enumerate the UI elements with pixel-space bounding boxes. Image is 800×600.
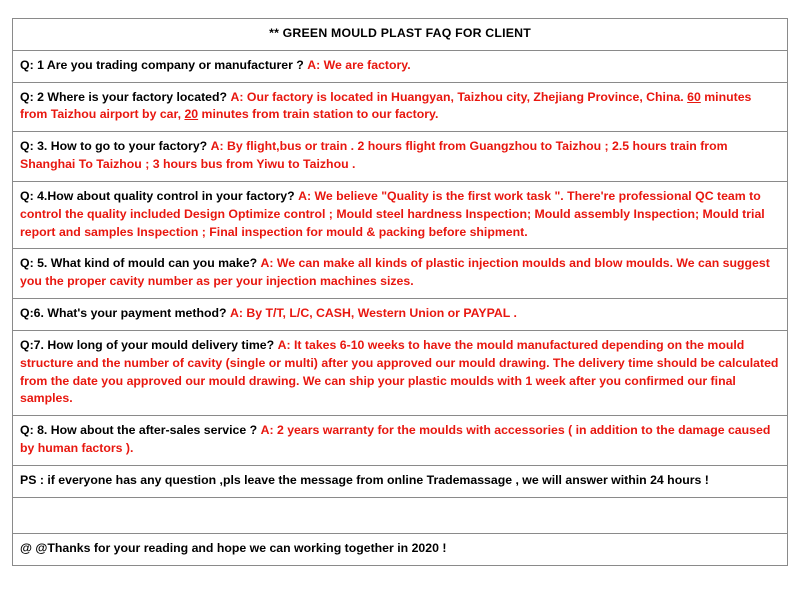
question-text: Q: 3. How to go to your factory? <box>20 139 208 154</box>
table-row <box>13 50 788 82</box>
table-row <box>13 416 788 466</box>
table-row <box>13 82 788 132</box>
answer-text: A: By T/T, L/C, CASH, Western Union or PAYPAL . <box>229 306 517 321</box>
faq-item-q3 <box>13 132 788 182</box>
question-text: Q: 1 Are you trading company or manufacturer ? <box>20 57 304 72</box>
ps-note: PS : if everyone has any question ,pls leave the message from online Trademassage , we will answer within 24 hours ! <box>13 465 788 497</box>
table-row <box>13 465 788 497</box>
question-text: Q: 4.How about quality control in your factory? <box>20 188 295 203</box>
table-row-blank <box>13 497 788 533</box>
question-text: Q: 8. How about the after-sales service ? <box>20 423 258 438</box>
question-text: Q: 5. What kind of mould can you make? <box>20 256 258 271</box>
faq-table <box>12 18 788 566</box>
table-row <box>13 181 788 248</box>
faq-item-q8 <box>13 416 788 466</box>
blank-row <box>13 497 788 533</box>
question-text: Q: 2 Where is your factory located? <box>20 89 228 104</box>
answer-text: A: We can make all kinds of plastic injection moulds and blow moulds. We can suggest you the proper cavity number as per your injection machines sizes. <box>20 256 770 289</box>
faq-item-q6 <box>13 299 788 331</box>
answer-segment: minutes from Taizhou airport by car, <box>20 89 752 122</box>
faq-item-q4 <box>13 181 788 248</box>
table-row <box>13 330 788 415</box>
table-row-title <box>13 19 788 51</box>
question-text: Q:7. How long of your mould delivery time? <box>20 337 275 352</box>
answer-segment-underlined: 60 <box>687 89 701 104</box>
table-row <box>13 533 788 565</box>
answer-segment-underlined: 20 <box>184 107 199 122</box>
table-row <box>13 132 788 182</box>
table-row <box>13 249 788 299</box>
answer-text: A: We are factory. <box>307 57 411 72</box>
faq-item-q5 <box>13 249 788 299</box>
answer-text: A: 2 years warranty for the moulds with accessories ( in addition to the damage caused by human factors ). <box>20 423 771 456</box>
thanks-note: @ @Thanks for your reading and hope we can working together in 2020 ! <box>13 533 788 565</box>
answer-text: A: By flight,bus or train . 2 hours flight from Guangzhou to Taizhou ; 2.5 hours train from Shanghai To Taizhou ; 3 hours bus from Yiwu to Taizhou . <box>20 139 728 172</box>
document-title: ** GREEN MOULD PLAST FAQ FOR CLIENT <box>13 19 788 51</box>
answer-segment: A: Our factory is located in Huangyan, Taizhou city, Zhejiang Province, China. <box>230 89 688 104</box>
faq-item-q2 <box>13 82 788 132</box>
table-row <box>13 299 788 331</box>
question-text: Q:6. What's your payment method? <box>20 306 227 321</box>
answer-segment: minutes from train station to our factory. <box>198 107 439 122</box>
answer-text: A: It takes 6-10 weeks to have the mould manufactured depending on the mould structure and the number of cavity (single or multi) after you approved our mould drawing. The delivery time should be calculated from the date you approved our mould drawing. We can ship your plastic moulds with 1 week after you confirmed our final samples. <box>20 337 779 406</box>
faq-item-q7 <box>13 330 788 415</box>
faq-item-q1 <box>13 50 788 82</box>
answer-text: A: We believe "Quality is the first work task ". There're professional QC team to control the quality included Design Optimize control ; Mould steel hardness Inspection; Mould assembly Inspection; Mould trial report and samples Inspection ; Final inspection for mould & packing before shipment. <box>20 188 765 239</box>
